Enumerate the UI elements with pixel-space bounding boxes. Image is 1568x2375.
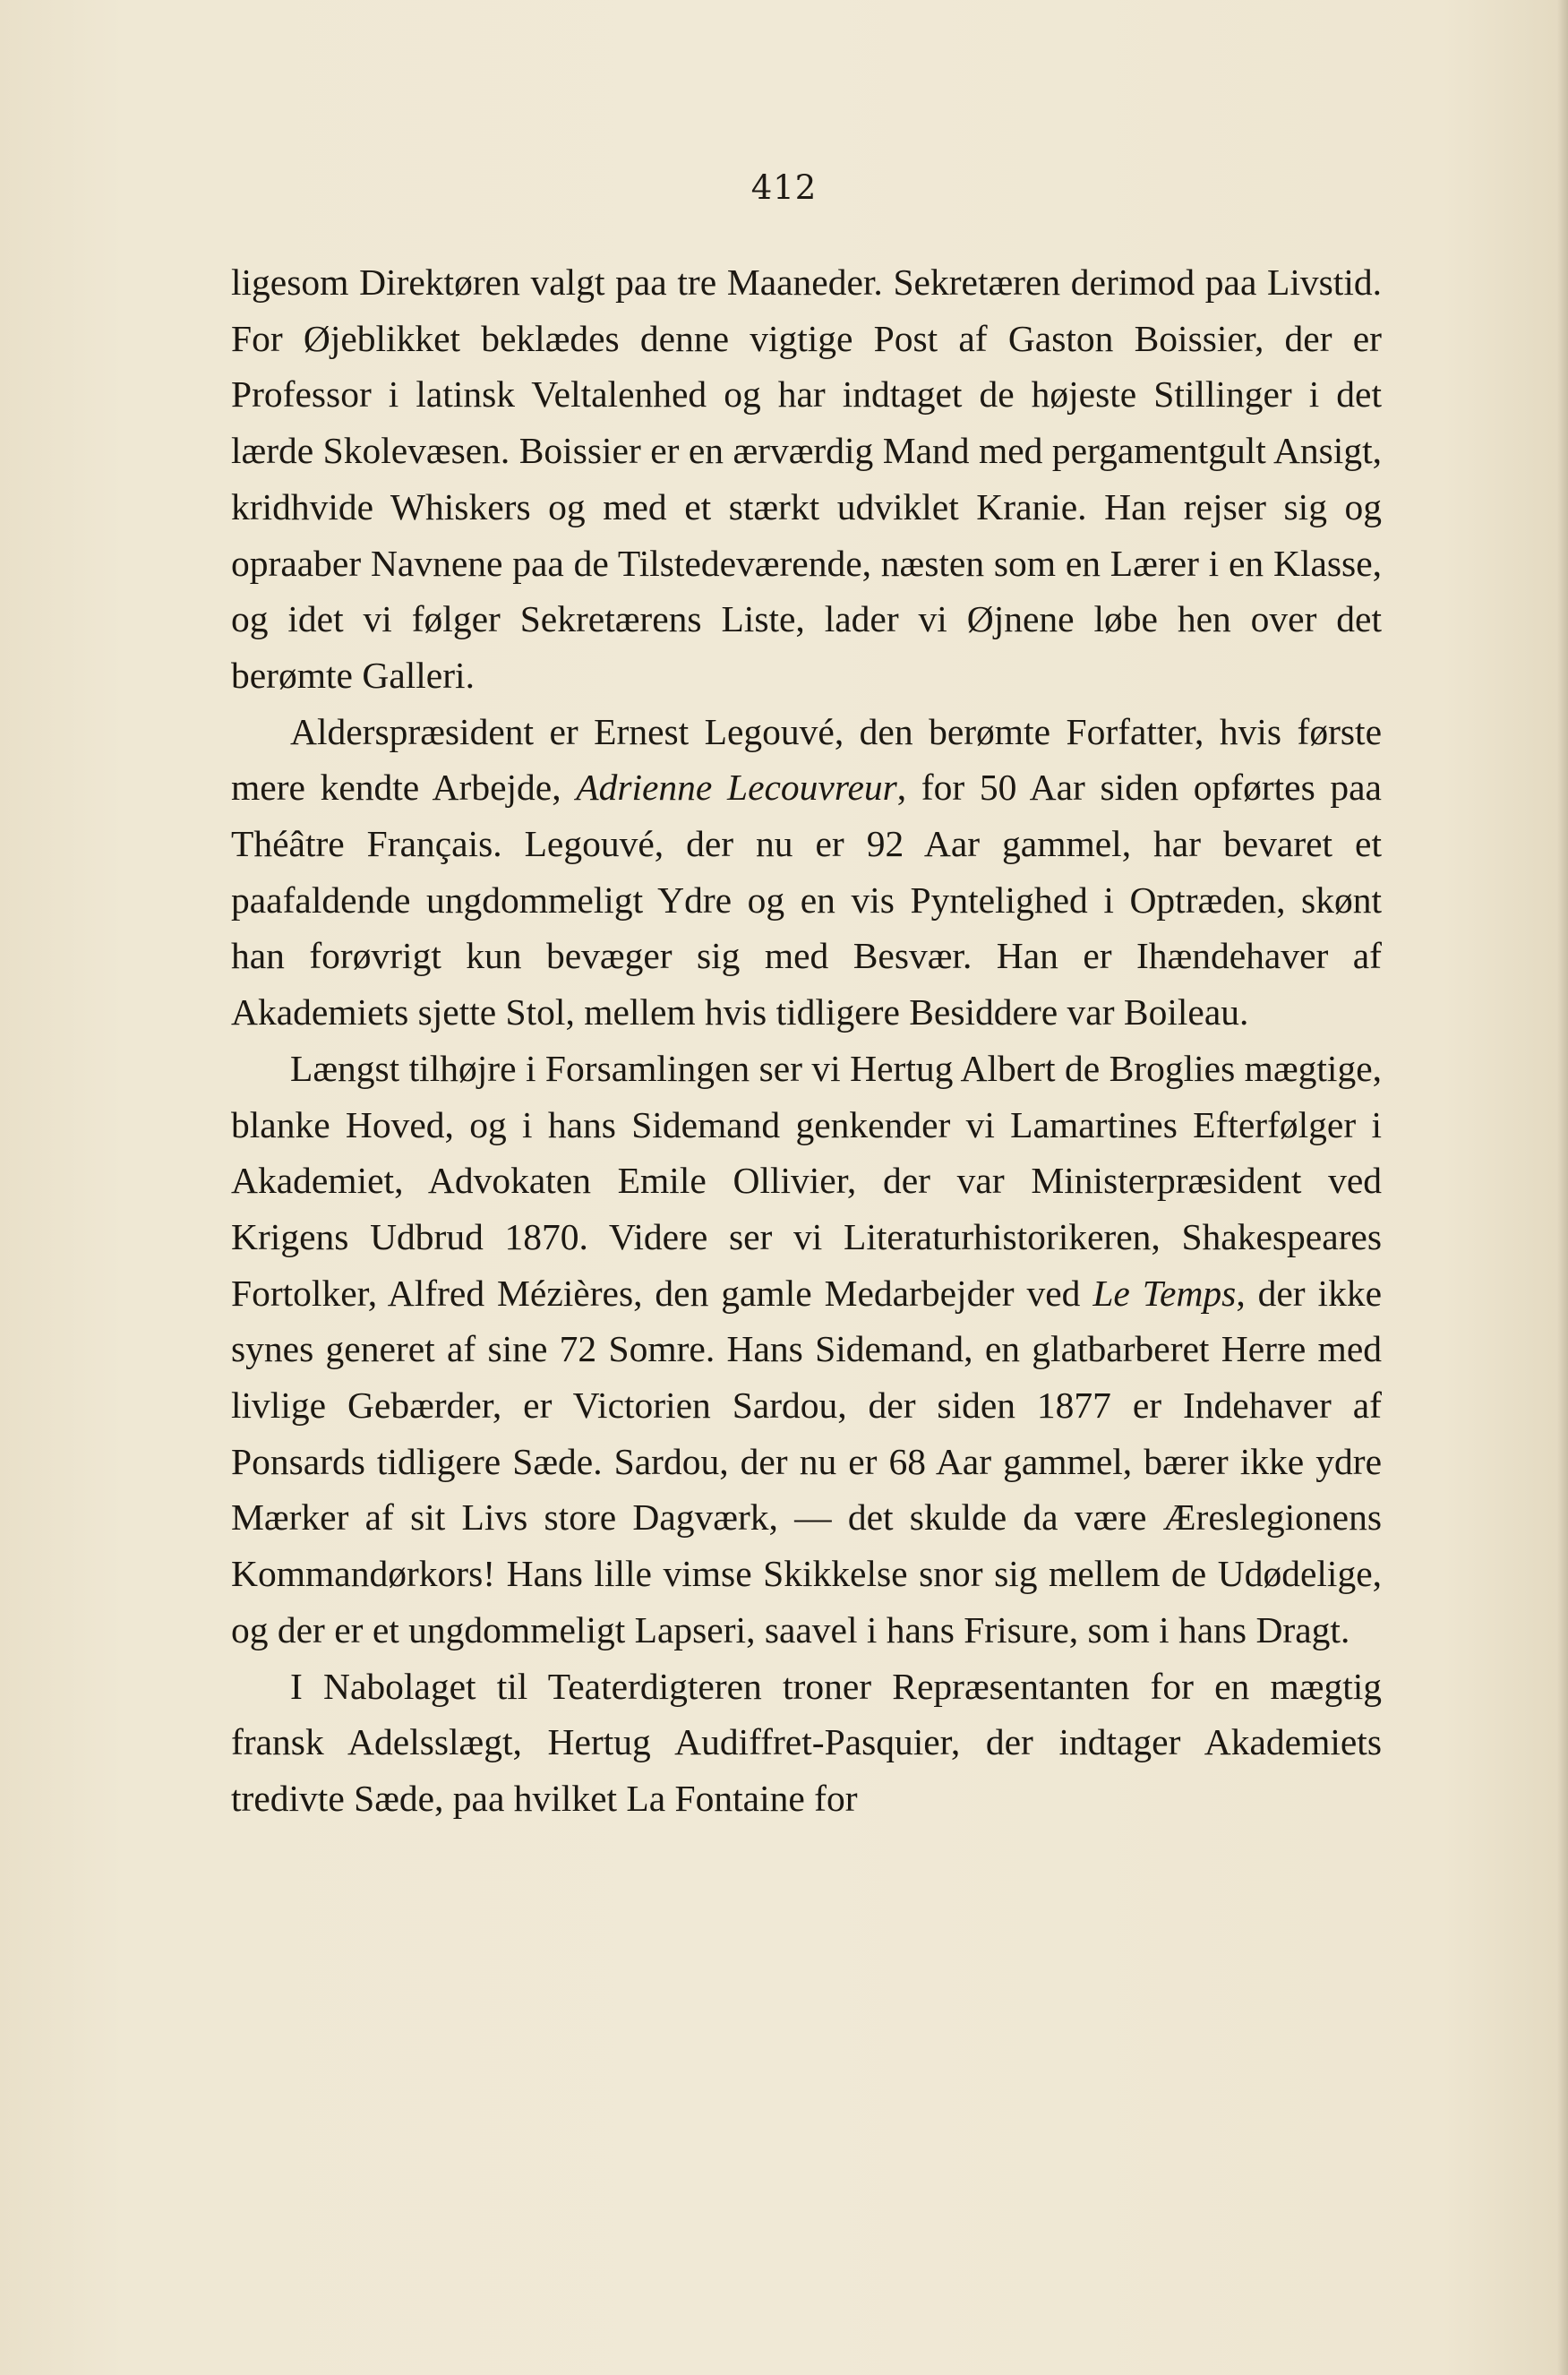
paragraph-1 bbox=[231, 254, 1382, 704]
text-segment: , der ikke synes generet af sine 72 Somre. Hans Sidemand, en glatbarberet Herre med livlige Gebærder, er Victorien Sardou, der siden 1877 er Indehaver af Ponsards tidligere Sæde. Sardou, der nu er 68 Aar gammel, bærer ikke ydre Mærker af sit Livs store Dagværk, — det skulde da være Æreslegionens Kommandørkors! Hans lille vimse Skikkelse snor sig mellem de Udødelige, og der er et ungdommeligt Lapseri, saavel i hans Frisure, som i hans Dragt. bbox=[231, 1272, 1382, 1650]
paragraph-4 bbox=[231, 1659, 1382, 1827]
page-number: 412 bbox=[750, 168, 818, 207]
text-segment: ligesom Direktøren valgt paa tre Maaneder. Sekretæren derimod paa Livstid. For Øjeblikket beklædes denne vigtige Post af Gaston Boissier, der er Professor i latinsk Veltalenhed og har indtaget de højeste Stillinger i det lærde Skolevæsen. Boissier er en ærværdig Mand med pergamentgult Ansigt, kridhvide Whiskers og med et stærkt udviklet Kranie. Han rejser sig og opraaber Navnene paa de Tilstedeværende, næsten som en Lærer i en Klasse, og idet vi følger Sekretærens Liste, lader vi Øjnene løbe hen over det berømte Galleri. bbox=[231, 262, 1382, 696]
italic-title-adrienne-lecouvreur: Adrienne Lecouvreur bbox=[576, 767, 897, 809]
text-segment: I Nabolaget til Teaterdigteren troner Repræsentanten for en mægtig fransk Adelsslægt, Hertug Audiffret-Pasquier, der indtager Akademiets tredivte Sæde, paa hvilket La Fontaine for bbox=[231, 1665, 1382, 1819]
paragraph-3 bbox=[231, 1041, 1382, 1659]
page-edge-shadow bbox=[1557, 0, 1568, 2375]
text-segment: , for 50 Aar siden opførtes paa Théâtre Français. Legouvé, der nu er 92 Aar gammel, har bevaret et paafaldende ungdommeligt Ydre og en vis Pyntelighed i Optræden, skønt han forøvrigt kun bevæger sig med Besvær. Han er Ihændehaver af Akademiets sjette Stol, mellem hvis tidligere Besiddere var Boileau. bbox=[231, 767, 1382, 1033]
paragraph-2 bbox=[231, 704, 1382, 1041]
text-segment: Længst tilhøjre i Forsamlingen ser vi Hertug Albert de Broglies mægtige, blanke Hoved, og i hans Sidemand genkender vi Lamartines Efterfølger i Akademiet, Advokaten Emile Ollivier, der var Ministerpræsident ved Krigens Udbrud 1870. Videre ser vi Literaturhistorikeren, Shakespeares Fortolker, Alfred Mézières, den gamle Medarbejder ved bbox=[231, 1047, 1382, 1314]
text-segment: Alderspræsident er Ernest Legouvé, den berømte Forfatter, hvis første mere kendte Arbejde, bbox=[231, 710, 1382, 809]
italic-title-le-temps: Le Temps bbox=[1092, 1272, 1237, 1314]
body-text bbox=[231, 254, 1382, 1827]
